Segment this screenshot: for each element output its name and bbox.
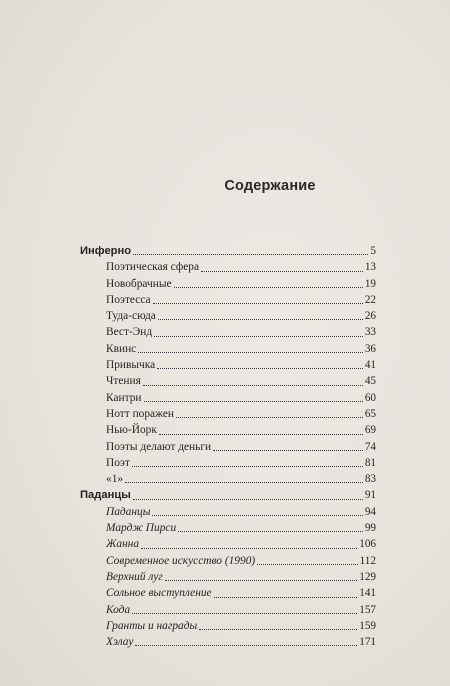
leader-dots [174,287,363,288]
toc-item-title: Новобрачные [106,277,172,290]
toc-item-entry [80,585,376,601]
toc-item-entry [80,341,376,357]
toc-item-entry [80,536,376,552]
toc-item-entry [80,634,376,650]
toc-item-title: Жанна [106,538,140,551]
toc-item-entry [80,373,376,389]
toc-item-title: Привычка [106,359,156,372]
toc-item-entry [80,618,376,634]
toc-item-title: Нью-Йорк [106,424,157,437]
leader-dots [133,254,368,255]
toc-item-entry [80,602,376,618]
toc-page-number: 69 [364,424,376,437]
toc-page-number: 13 [364,261,376,274]
toc-item-title: Поэтическая сфера [106,261,200,274]
toc-item-entry [80,390,376,406]
toc-part-entry [80,487,376,503]
toc-item-title: Туда-сюда [106,310,156,323]
toc-item-entry [80,471,376,487]
leader-dots [132,613,357,614]
leader-dots [213,450,363,451]
toc-page-number: 94 [364,505,376,518]
leader-dots [152,515,362,516]
toc-page-number: 22 [364,293,376,306]
toc-item-entry [80,504,376,520]
leader-dots [125,482,363,483]
leader-dots [159,434,363,435]
toc-page-number: 41 [364,359,376,372]
toc-page-number: 141 [359,587,376,600]
toc-page-number: 171 [359,636,376,649]
toc-item-entry [80,406,376,422]
toc-item-entry [80,308,376,324]
table-of-contents [80,243,376,650]
toc-page-number: 36 [364,342,376,355]
leader-dots [176,417,363,418]
toc-item-title: Паданцы [106,505,151,518]
toc-page-number: 81 [364,456,376,469]
toc-page-number: 83 [364,473,376,486]
toc-item-entry [80,324,376,340]
toc-page-number: 60 [364,391,376,404]
toc-page-number: 45 [364,375,376,388]
leader-dots [143,385,363,386]
leader-dots [201,271,363,272]
leader-dots [178,531,363,532]
toc-page-number: 19 [364,277,376,290]
leader-dots [153,303,363,304]
toc-page-number: 91 [364,489,376,502]
toc-item-entry [80,357,376,373]
toc-page-number: 129 [359,570,376,583]
toc-page-number: 74 [364,440,376,453]
toc-item-entry [80,439,376,455]
toc-item-title: Современное искусство (1990) [106,554,256,567]
toc-item-entry [80,292,376,308]
toc-part-entry [80,243,376,259]
toc-part-title: Инферно [80,245,132,257]
leader-dots [157,368,363,369]
leader-dots [154,336,363,337]
leader-dots [132,466,363,467]
toc-item-entry [80,455,376,471]
leader-dots [135,645,357,646]
toc-item-title: Кантри [106,391,142,404]
toc-page-number: 159 [359,619,376,632]
toc-page-number: 33 [364,326,376,339]
toc-item-title: Поэт [106,456,130,469]
leader-dots [138,352,363,353]
leader-dots [158,319,363,320]
leader-dots [199,629,357,630]
toc-item-title: Хэлау [106,636,134,649]
toc-page-number: 112 [359,554,376,567]
toc-item-title: Поэты делают деньги [106,440,212,453]
toc-item-title: Мардж Пирси [106,522,177,535]
toc-item-title: «1» [106,473,124,486]
toc-item-title: Кода [106,603,131,616]
toc-part-title: Паданцы [80,489,131,502]
toc-item-entry [80,520,376,536]
toc-item-title: Верхний луг [106,570,163,583]
leader-dots [141,548,357,549]
toc-item-title: Нотт поражен [106,407,174,420]
page-title: Содержание [224,178,316,194]
toc-page-number: 99 [364,522,376,535]
toc-item-title: Чтения [106,375,141,388]
toc-item-title: Гранты и награды [106,619,198,632]
toc-page-number: 26 [364,310,376,323]
toc-page-number: 65 [364,407,376,420]
toc-item-entry [80,259,376,275]
leader-dots [144,401,363,402]
leader-dots [214,597,358,598]
toc-item-title: Поэтесса [106,293,151,306]
toc-item-title: Квинс [106,342,137,355]
leader-dots [133,499,363,500]
leader-dots [257,564,357,565]
toc-item-entry [80,569,376,585]
toc-item-entry [80,276,376,292]
toc-page-number: 5 [370,245,376,257]
toc-page-number: 106 [359,538,376,551]
toc-item-entry [80,422,376,438]
toc-page-number: 157 [359,603,376,616]
toc-item-title: Сольное выступление [106,587,212,600]
toc-item-entry [80,553,376,569]
leader-dots [165,580,357,581]
toc-item-title: Вест-Энд [106,326,153,339]
